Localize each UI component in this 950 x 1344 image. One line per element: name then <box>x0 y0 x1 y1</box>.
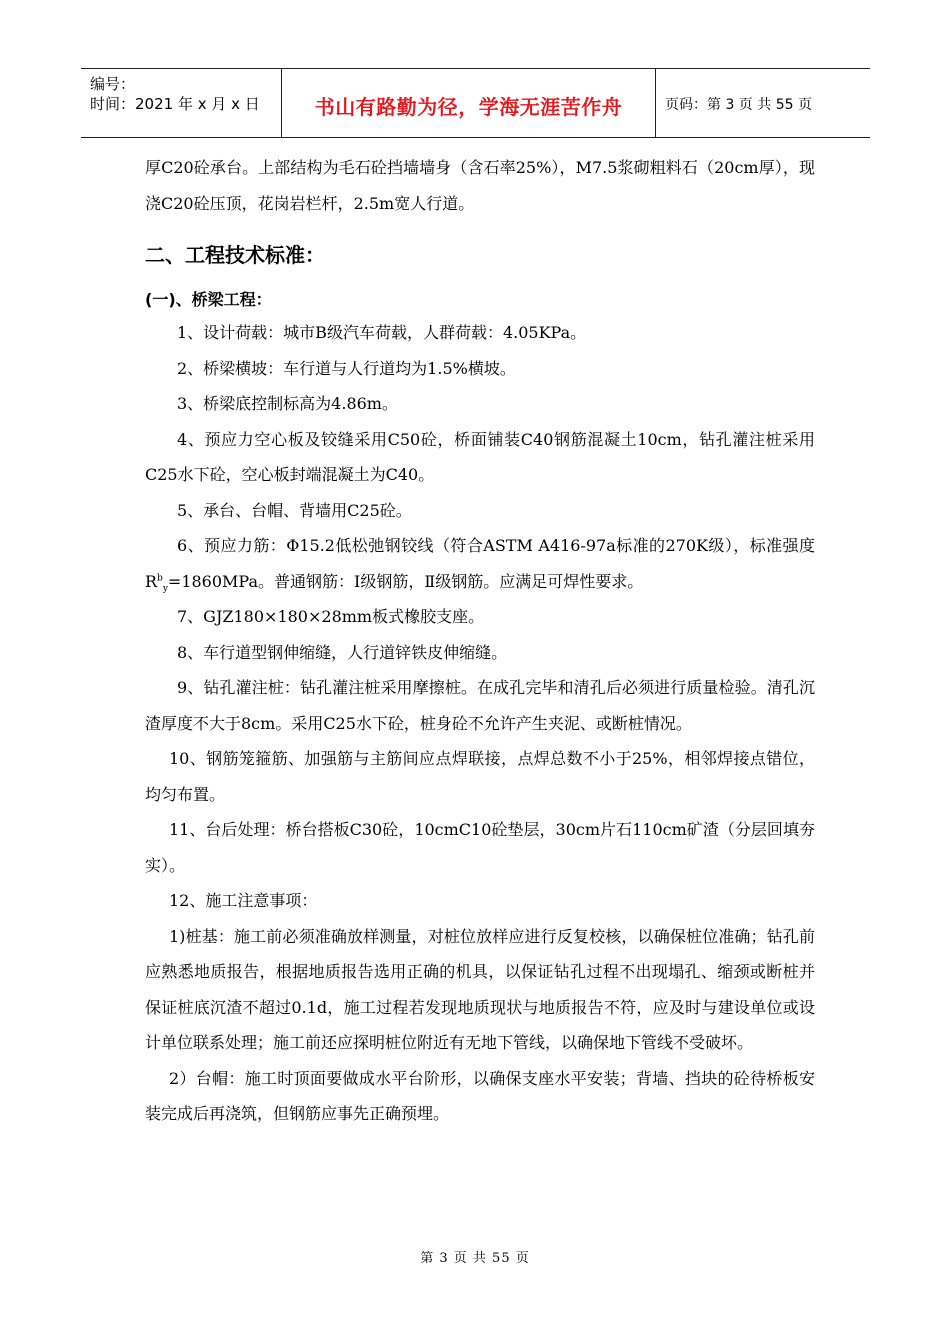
document-date: 时间：2021 年 x 月 x 日 <box>90 95 260 113</box>
list-item: 11、台后处理：桥台搭板C30砼，10cmC10砼垫层，30cm片石110cm矿渣（分层回填夯实）。 <box>145 820 815 875</box>
item6-text-a: 6、预应力筋：Φ15.2低松弛钢铰线（符合ASTM A416-97a标准的270K级），标准强度R <box>145 536 815 591</box>
list-item: 9、钻孔灌注桩：钻孔灌注桩采用摩擦桩。在成孔完毕和清孔后必须进行质量检验。清孔沉渣厚度不大于8cm。采用C25水下砼，桩身砼不允许产生夹泥、或断桩情况。 <box>145 678 815 733</box>
document-number-label: 编号： <box>90 75 136 93</box>
list-item: 4、预应力空心板及铰缝采用C50砼，桥面铺装C40钢筋混凝土10cm，钻孔灌注桩采用C25水下砼，空心板封端混凝土为C40。 <box>145 429 815 484</box>
list-item: 1、设计荷载：城市B级汽车荷载，人群荷载：4.05KPa。 <box>177 323 587 342</box>
list-item: 2、桥梁横坡：车行道与人行道均为1.5%横坡。 <box>177 358 516 378</box>
document-body <box>145 150 815 1132</box>
header-motto: 书山有路勤为径，学海无涯苦作舟 <box>314 95 623 119</box>
subsection-heading: (一)、桥梁工程： <box>145 290 272 309</box>
sub-list-item: 1)桩基：施工前必须准确放样测量，对桩位放样应进行反复校核，以确保桩位准确；钻孔前应熟悉地质报告，根据地质报告选用正确的机具，以保证钻孔过程不出现塌孔、缩颈或断桩并保证桩底沉渣不超过0.1d，施工过程若发现地质现状与地质报告不符，应及时与建设单位或设计单位联系处理；施工前还应探明桩位附近有无地下管线，以确保地下管线不受破坏。 <box>145 926 815 1052</box>
item6-text-b: =1860MPa。普通钢筋：I级钢筋，Ⅱ级钢筋。应满足可焊性要求。 <box>167 571 644 591</box>
header-meta-cell <box>81 69 282 137</box>
header-motto-cell <box>282 69 656 137</box>
header-page-cell <box>657 69 870 137</box>
intro-paragraph: 厚C20砼承台。上部结构为毛石砼挡墙墙身（含石率25%），M7.5浆砌粗料石（20cm厚），现浇C20砼压顶，花岗岩栏杆，2.5m宽人行道。 <box>145 158 815 213</box>
page-footer: 第 3 页 共 55 页 <box>420 1251 530 1266</box>
item6-subscript: y <box>162 583 168 594</box>
list-item: 7、GJZ180×180×28mm板式橡胶支座。 <box>177 607 485 626</box>
sub-list-item: 2）台帽：施工时顶面要做成水平台阶形，以确保支座水平安装；背墙、挡块的砼待桥板安装完成后再浇筑，但钢筋应事先正确预埋。 <box>145 1068 815 1123</box>
list-item: 10、钢筋笼箍筋、加强筋与主筋间应点焊联接，点焊总数不小于25%，相邻焊接点错位，均匀布置。 <box>145 749 815 804</box>
header-page-info: 页码：第 3 页 共 55 页 <box>665 97 812 113</box>
list-item: 12、施工注意事项： <box>169 891 318 910</box>
list-item: 3、桥梁底控制标高为4.86m。 <box>177 394 398 413</box>
section-heading: 二、工程技术标准： <box>145 243 325 267</box>
item6-superscript: b <box>157 573 163 584</box>
list-item: 8、车行道型钢伸缩缝，人行道锌铁皮伸缩缝。 <box>177 642 508 662</box>
list-item-prestress <box>145 528 815 599</box>
list-item: 5、承台、台帽、背墙用C25砼。 <box>177 500 412 520</box>
page-header <box>81 68 870 138</box>
